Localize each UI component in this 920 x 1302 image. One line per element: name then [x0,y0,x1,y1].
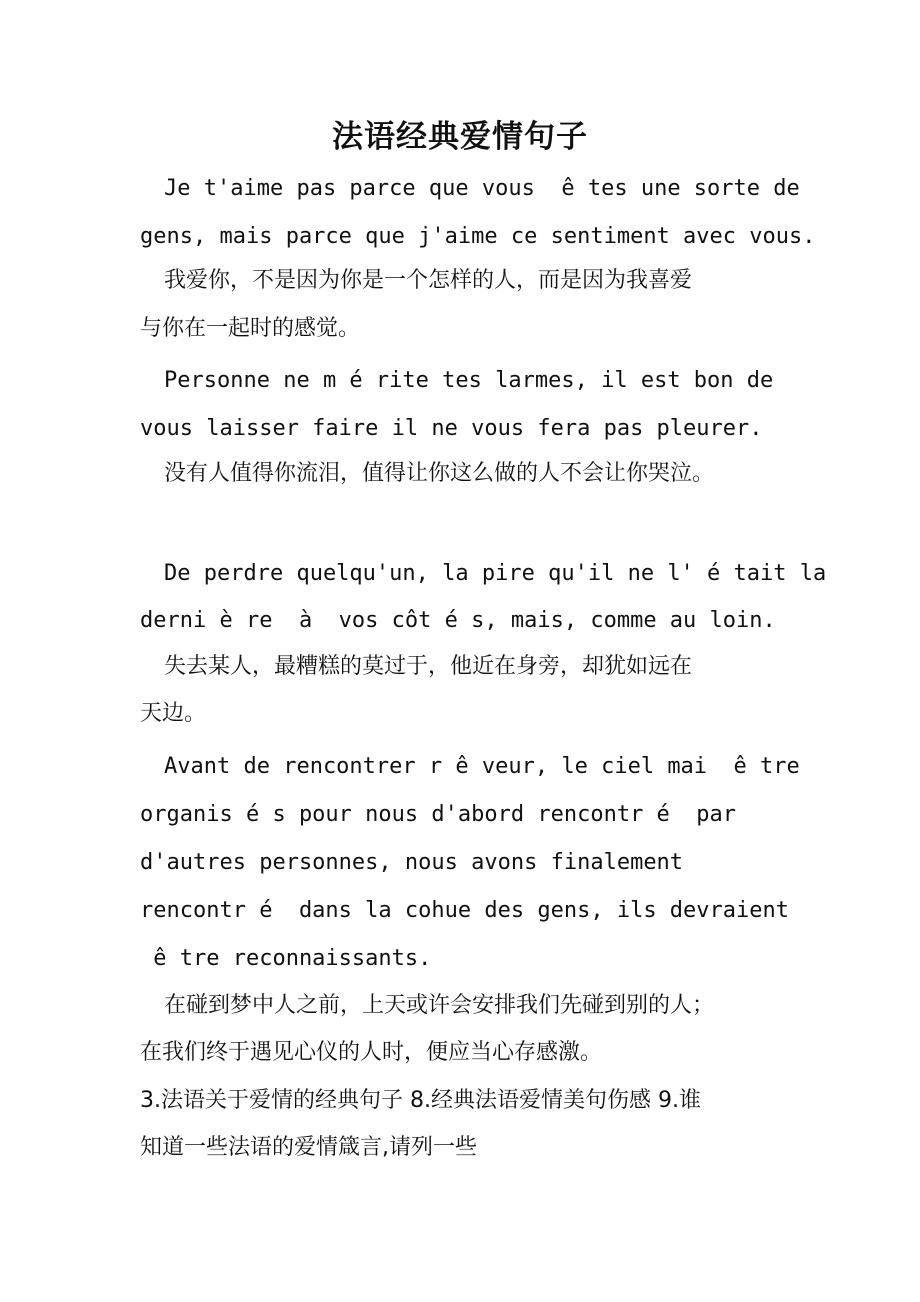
paragraph-line: Je t'aime pas parce que vous ê tes une sorte de [164,176,800,201]
paragraph-line: vous laisser faire il ne vous fera pas pleurer. [140,416,763,441]
paragraph-line: 天边。 [140,701,207,726]
paragraph-line: 失去某人，最糟糕的莫过于，他近在身旁，却犹如远在 [164,654,693,679]
paragraph-line: Avant de rencontrer r ê veur, le ciel mai ê tre [164,754,800,779]
paragraph-line: derni è re à vos côt é s, mais, comme au loin. [140,608,776,633]
related-articles-line: 3.法语关于爱情的经典句子 8.经典法语爱情美句伤感 9.谁 [140,1088,701,1113]
paragraph-line: gens, mais parce que j'aime ce sentiment avec vous. [140,224,816,249]
paragraph-line: Personne ne m é rite tes larmes, il est bon de [164,368,774,393]
paragraph-line: De perdre quelqu'un, la pire qu'il ne l' é tait la [164,561,827,586]
paragraph-line: 在我们终于遇见心仪的人时，便应当心存感激。 [140,1040,603,1065]
paragraph-line: ê tre reconnaissants. [140,946,432,971]
paragraph-line: d'autres personnes, nous avons finalement [140,850,684,875]
paragraph-line: rencontr é dans la cohue des gens, ils devraient [140,898,790,923]
paragraph-line: organis é s pour nous d'abord rencontr é par [140,802,737,827]
paragraph-line: 没有人值得你流泪，值得让你这么做的人不会让你哭泣。 [164,461,715,486]
related-articles-line: 知道一些法语的爱情箴言,请列一些 [140,1135,477,1160]
paragraph-line: 我爱你，不是因为你是一个怎样的人，而是因为我喜爱 [164,268,693,293]
paragraph-line: 在碰到梦中人之前，上天或许会安排我们先碰到别的人； [164,993,715,1018]
document-title: 法语经典爱情句子 [332,119,588,155]
paragraph-line: 与你在一起时的感觉。 [140,316,361,341]
